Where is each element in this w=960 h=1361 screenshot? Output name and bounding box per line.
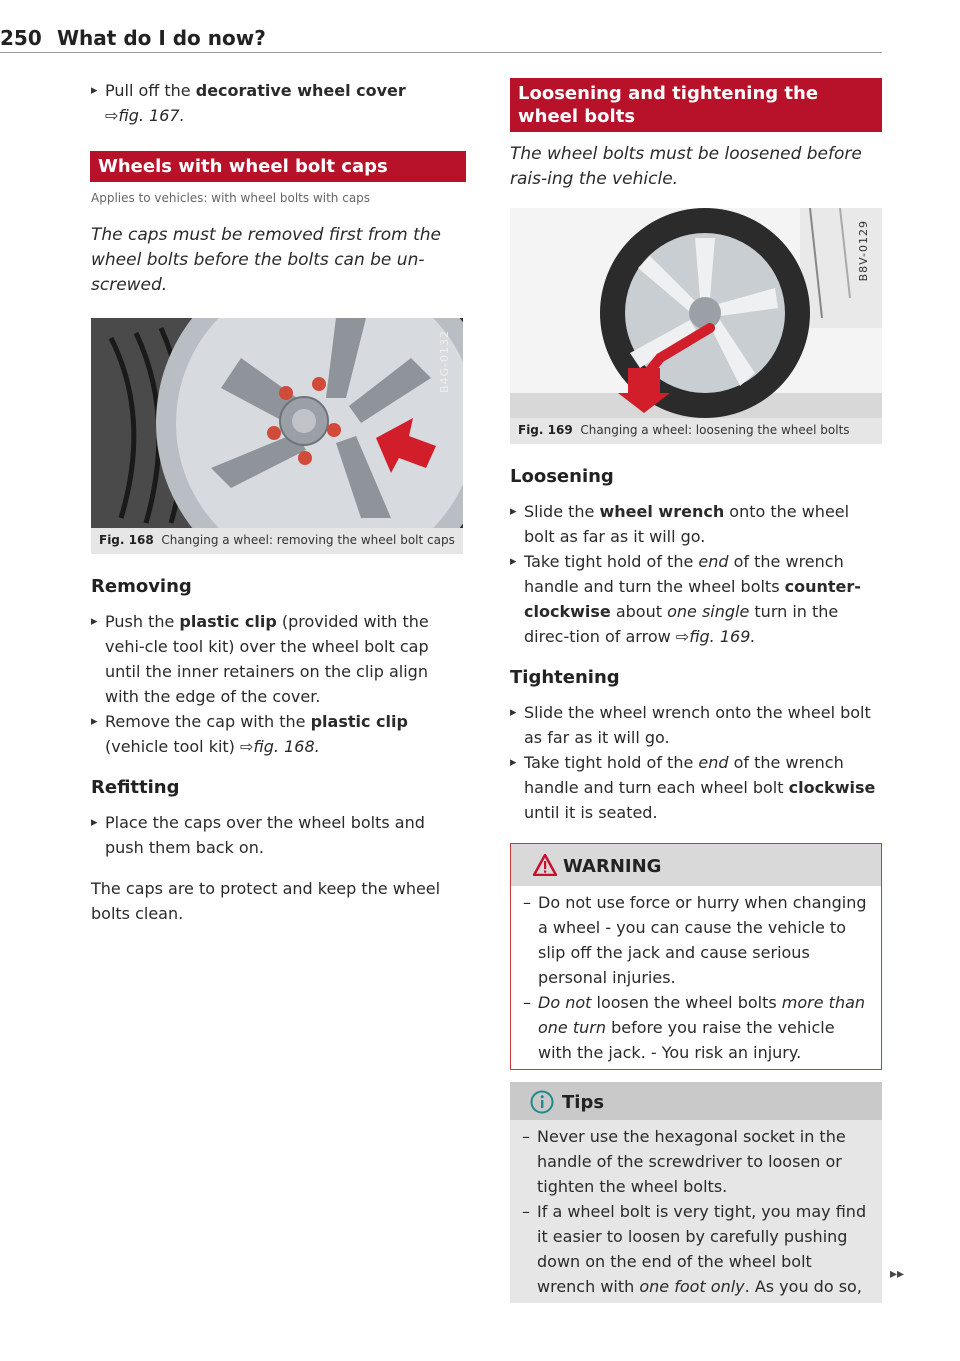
heading-tightening: Tightening — [510, 667, 620, 688]
warning-triangle-icon — [533, 854, 557, 876]
warning-item-1: – Do not use force or hurry when changing a wheel - you can cause the vehicle to slip off the jack and cause serious personal injuries. — [511, 890, 871, 990]
figure-168-label: Fig. 168 — [99, 533, 154, 547]
heading-loosening: Loosening — [510, 466, 614, 487]
tightening-step-2: ▸ Take tight hold of the end of the wrench handle and turn each wheel bolt clockwise until it is seated. — [510, 750, 882, 825]
tips-item-2: – If a wheel bolt is very tight, you may find it easier to loosen by carefully pushing down on the end of the wheel bolt wrench with one foot only. As you do so, — [510, 1199, 872, 1299]
figure-168-caption: Fig. 168 Changing a wheel: removing the wheel bolt caps — [99, 533, 455, 547]
figure-168 — [91, 318, 463, 554]
warning-box — [510, 843, 882, 1070]
image-code: B8V-0129 — [857, 220, 870, 282]
loosening-step-1: ▸ Slide the wheel wrench onto the wheel bolt as far as it will go. — [510, 499, 882, 549]
fig-ref-167[interactable]: ⇨fig. 167. — [105, 106, 185, 125]
bolt-caps-intro: The caps must be removed first from the wheel bolts before the bolts can be un-screwed. — [91, 225, 442, 295]
section-title-bolt-caps: Wheels with wheel bolt caps — [90, 151, 466, 182]
left-column — [91, 78, 466, 926]
closing-paragraph: The caps are to protect and keep the wheel bolts clean. — [91, 879, 441, 923]
warning-item-2: – Do not loosen the wheel bolts more than one turn before you raise the vehicle with the jack. - You risk an injury. — [511, 990, 871, 1065]
heading-refitting: Refitting — [91, 777, 180, 798]
figure-169-caption: Fig. 169 Changing a wheel: loosening the wheel bolts — [518, 423, 850, 437]
tightening-step-1: ▸ Slide the wheel wrench onto the wheel bolt as far as it will go. — [510, 700, 882, 750]
fig-ref-169[interactable]: ⇨fig. 169. — [675, 627, 756, 646]
image-code: B4G-0132 — [438, 330, 451, 394]
wheel-wrench-photo — [510, 208, 882, 418]
loosening-intro: The wheel bolts must be loosened before rais-ing the vehicle. — [510, 144, 862, 189]
tips-item-1: – Never use the hexagonal socket in the handle of the screwdriver to loosen or tighten the wheel bolts. — [510, 1124, 872, 1199]
tips-box — [510, 1082, 882, 1303]
applies-note: Applies to vehicles: with wheel bolts with caps — [91, 191, 371, 205]
heading-removing: Removing — [91, 576, 192, 597]
right-column — [510, 78, 882, 1303]
wheel-cap-photo — [91, 318, 463, 528]
tips-header — [510, 1082, 882, 1120]
tips-title: Tips — [562, 1092, 605, 1113]
continue-arrow-icon: ▸▸ — [890, 1266, 905, 1282]
fig-ref-168[interactable]: ⇨fig. 168. — [240, 737, 320, 756]
loosening-step-2: ▸ Take tight hold of the end of the wrench handle and turn the wheel bolts counter-clockwise about one single turn in the direc-tion of arrow ⇨fig. 169. — [510, 549, 882, 649]
warning-title: WARNING — [563, 856, 662, 877]
section-title-loosening: Loosening and tightening the wheel bolts — [510, 78, 882, 132]
refitting-step-1: ▸ Place the caps over the wheel bolts and push them back on. — [91, 810, 466, 860]
page-number: 250 — [0, 26, 42, 50]
figure-169 — [510, 208, 882, 444]
wheel-wrench-illustration — [510, 208, 882, 418]
removing-step-2: ▸ Remove the cap with the plastic clip (vehicle tool kit) ⇨fig. 168. — [91, 709, 466, 759]
wheel-cap-illustration — [91, 318, 463, 528]
page-header — [0, 18, 882, 53]
figure-169-label: Fig. 169 — [518, 423, 573, 437]
warning-header — [511, 844, 881, 886]
info-icon — [530, 1090, 554, 1114]
intro-bullet: ▸ Pull off the decorative wheel cover ⇨fig. 167. — [91, 78, 466, 128]
removing-step-1: ▸ Push the plastic clip (provided with the vehi-cle tool kit) over the wheel bolt cap until the inner retainers on the clip align with the edge of the cover. — [91, 609, 466, 709]
section-title: What do I do now? — [57, 26, 266, 50]
